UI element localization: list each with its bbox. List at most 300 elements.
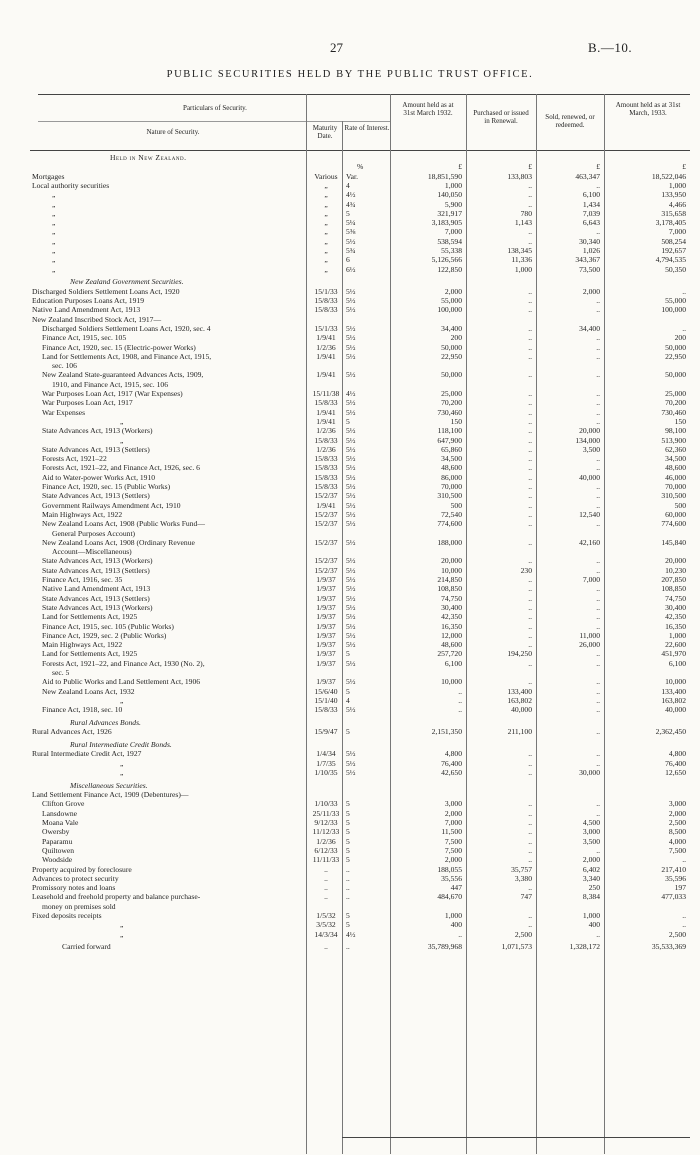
cell-a2: 200 xyxy=(674,333,686,343)
cell-a1: 35,556 xyxy=(441,873,462,883)
cell-a2: 315,658 xyxy=(661,208,686,218)
cell-a2: 2,500 xyxy=(668,929,686,939)
cell-p: .. xyxy=(528,584,532,594)
cell-rate: 5⅜ xyxy=(346,227,356,237)
cell-rate: 5 xyxy=(346,686,350,696)
cell-rate: .. xyxy=(346,892,350,902)
cell-rate: 6½ xyxy=(346,264,356,274)
cell-a1: 7,000 xyxy=(444,227,462,237)
cell-mat: 15/6/40 xyxy=(314,686,338,696)
security-name: Finance Act, 1916, sec. 35 xyxy=(42,575,123,584)
security-name: Main Highways Act, 1922 xyxy=(42,640,123,650)
cell-a1: 188,000 xyxy=(437,537,462,547)
cell-a1: 7,500 xyxy=(444,836,462,846)
cell-p: .. xyxy=(528,621,532,631)
cell-p: 35,757 xyxy=(511,864,532,874)
cell-a1: 12,000 xyxy=(441,630,462,640)
header-particulars: Particulars of Security. xyxy=(183,104,247,112)
cell-a2: 4,000 xyxy=(668,836,686,846)
cell-s: .. xyxy=(596,584,600,594)
security-name: Finance Act, 1918, sec. 10 xyxy=(42,705,123,715)
security-name: Rural Advances Act, 1926 xyxy=(32,727,112,737)
cell-mat: .. xyxy=(324,873,328,883)
cell-rate: 6 xyxy=(346,255,350,265)
cell-s: 463,347 xyxy=(575,171,600,181)
cell-a1: 100,000 xyxy=(437,305,462,315)
cell-p: .. xyxy=(528,556,532,566)
cell-s: .. xyxy=(596,389,600,398)
security-name: sec. 5 xyxy=(52,668,70,677)
cell-mat: 1/9/37 xyxy=(316,649,336,659)
page-title: PUBLIC SECURITIES HELD BY THE PUBLIC TRUST OFFICE. xyxy=(166,69,534,80)
cell-p: .. xyxy=(528,602,532,612)
cell-p: .. xyxy=(528,416,532,426)
cell-a2: 2,500 xyxy=(668,818,686,827)
cell-s: 3,000 xyxy=(582,827,600,837)
cell-mat: 1/9/41 xyxy=(316,333,336,343)
cell-mat: 15/8/33 xyxy=(314,482,338,491)
security-name: „ xyxy=(120,695,124,705)
cell-a1: 86,000 xyxy=(441,472,462,482)
security-name: Discharged Soldiers Settlement Loans Act, 1920 xyxy=(32,286,180,296)
cell-s: .. xyxy=(596,677,600,687)
cell-s: 134,000 xyxy=(575,435,600,445)
cell-rate: 4½ xyxy=(346,190,356,200)
cell-a2: 150 xyxy=(674,416,686,426)
cell-mat: 1/10/35 xyxy=(314,768,338,777)
security-name: Advances to protect security xyxy=(32,873,119,883)
cell-a2: 217,410 xyxy=(661,864,686,874)
cell-mat: 15/8/33 xyxy=(314,296,338,305)
cell-s: .. xyxy=(596,398,600,408)
cell-mat: 15/8/33 xyxy=(314,472,338,482)
cell-rate: 5 xyxy=(346,836,350,846)
cell-mat: 1/7/35 xyxy=(316,758,336,768)
cell-a2: 100,000 xyxy=(661,305,686,315)
cell-rate: 5½ xyxy=(346,305,356,315)
cell-a1: 48,600 xyxy=(441,640,462,650)
cell-p: .. xyxy=(528,190,532,200)
cell-mat: 1/2/36 xyxy=(316,836,336,846)
cell-p: 1,071,573 xyxy=(501,942,532,952)
cell-a1: 18,851,590 xyxy=(427,171,462,181)
security-name: „ xyxy=(52,218,56,228)
cell-a1: 11,500 xyxy=(441,827,462,837)
cell-mat: 15/2/37 xyxy=(314,509,338,519)
security-name: State Advances Act, 1913 (Workers) xyxy=(42,556,153,566)
cell-rate: 5½ xyxy=(346,509,356,519)
cell-a2: 774,600 xyxy=(661,519,686,529)
cell-p: .. xyxy=(528,799,532,809)
cell-s: .. xyxy=(596,482,600,491)
security-name: Owersby xyxy=(42,827,70,837)
security-name: Native Land Amendment Act, 1913 xyxy=(32,305,141,315)
cell-s: .. xyxy=(596,227,600,237)
cell-s: 34,400 xyxy=(579,323,600,333)
cell-a2: 62,360 xyxy=(665,444,686,454)
cell-a1: 34,500 xyxy=(441,454,462,464)
cell-a1: 7,000 xyxy=(444,818,462,827)
security-name: State Advances Act, 1913 (Settlers) xyxy=(42,491,150,501)
cell-rate: 5½ xyxy=(346,444,356,454)
cell-a1: 188,055 xyxy=(437,864,462,874)
cell-a2: 60,000 xyxy=(665,509,686,519)
cell-rate: 5½ xyxy=(346,426,356,436)
security-name: Native Land Amendment Act, 1913 xyxy=(42,584,151,594)
cell-a1: 10,000 xyxy=(441,677,462,687)
security-name: Aid to Water-power Works Act, 1910 xyxy=(42,472,156,482)
cell-mat: 15/8/33 xyxy=(314,305,338,315)
security-name: Fixed deposits receipts xyxy=(32,911,102,920)
security-name: Lansdowne xyxy=(42,808,78,818)
cell-rate: 5¼ xyxy=(346,218,356,228)
cell-rate: 5½ xyxy=(346,454,356,464)
cell-a2: 22,600 xyxy=(665,640,686,650)
cell-p: 780 xyxy=(520,208,532,218)
cell-a2: 55,000 xyxy=(665,296,686,305)
cell-mat: 15/2/37 xyxy=(314,491,338,501)
currency-unit: £ xyxy=(528,162,532,172)
security-name: Finance Act, 1915, sec. 105 (Public Works) xyxy=(42,621,174,631)
cell-p: .. xyxy=(528,342,532,352)
header-maturity: Maturity Date. xyxy=(312,124,338,140)
cell-p: .. xyxy=(528,333,532,343)
cell-a1: 70,200 xyxy=(441,398,462,408)
cell-p: .. xyxy=(528,855,532,865)
cell-a2: 10,230 xyxy=(665,565,686,575)
cell-a2: .. xyxy=(682,323,686,333)
cell-rate: 5½ xyxy=(346,482,356,491)
subsection-heading: New Zealand Government Securities. xyxy=(70,277,184,287)
security-name: New Zealand Loans Act, 1908 (Ordinary Revenue xyxy=(42,537,195,547)
security-name: Finance Act, 1929, sec. 2 (Public Works) xyxy=(42,630,167,640)
cell-mat: 15/8/33 xyxy=(314,435,338,445)
cell-mat: 1/5/32 xyxy=(316,911,336,920)
cell-rate: 5½ xyxy=(346,705,356,715)
cell-a1: 50,000 xyxy=(441,342,462,352)
cell-s: 40,000 xyxy=(579,472,600,482)
cell-p: .. xyxy=(528,454,532,464)
cell-a2: 46,000 xyxy=(665,472,686,482)
security-name: „ xyxy=(52,236,56,246)
cell-s: 7,000 xyxy=(582,575,600,584)
cell-s: .. xyxy=(596,296,600,305)
cell-p: .. xyxy=(528,323,532,333)
cell-a2: 22,950 xyxy=(665,351,686,361)
cell-a1: 5,126,566 xyxy=(431,255,462,265)
cell-a2: 1,000 xyxy=(668,180,686,190)
security-name: Moana Vale xyxy=(42,818,79,827)
cell-a1: 1,000 xyxy=(444,180,462,190)
cell-a1: 647,900 xyxy=(437,435,462,445)
cell-a1: .. xyxy=(458,695,462,705)
cell-a2: 40,000 xyxy=(665,705,686,715)
cell-s: 12,540 xyxy=(579,509,600,519)
cell-a2: 2,362,450 xyxy=(655,727,686,737)
header-rate: Rate of Interest. xyxy=(344,124,390,132)
cell-p: .. xyxy=(528,444,532,454)
cell-a2: 1,000 xyxy=(668,630,686,640)
cell-s: .. xyxy=(596,727,600,737)
security-name: New Zealand Inscribed Stock Act, 1917— xyxy=(32,314,162,324)
cell-rate: 4 xyxy=(346,695,350,705)
cell-a1: 774,600 xyxy=(437,519,462,529)
cell-a2: 50,000 xyxy=(665,342,686,352)
cell-rate: 4¾ xyxy=(346,199,356,209)
currency-unit: £ xyxy=(458,162,462,172)
cell-s: .. xyxy=(596,416,600,426)
cell-s: .. xyxy=(596,658,600,668)
cell-a2: 98,100 xyxy=(665,426,686,436)
cell-mat: „ xyxy=(324,227,328,237)
cell-p: .. xyxy=(528,296,532,305)
cell-a1: 20,000 xyxy=(441,556,462,566)
cell-mat: „ xyxy=(324,190,328,200)
cell-p: .. xyxy=(528,575,532,584)
cell-p: .. xyxy=(528,389,532,398)
cell-a2: 4,800 xyxy=(668,749,686,759)
cell-mat: 11/11/33 xyxy=(312,855,340,865)
cell-s: 3,500 xyxy=(582,836,600,846)
security-name: Rural Intermediate Credit Act, 1927 xyxy=(32,749,142,759)
cell-mat: 15/1/33 xyxy=(314,286,338,296)
cell-s: 250 xyxy=(588,883,600,893)
security-name: General Purposes Account) xyxy=(52,528,136,538)
cell-s: .. xyxy=(596,593,600,603)
cell-p: .. xyxy=(528,426,532,436)
cell-rate: 5 xyxy=(346,208,350,218)
cell-mat: 1/9/41 xyxy=(316,407,336,417)
cell-p: 40,000 xyxy=(511,705,532,715)
cell-a2: 70,000 xyxy=(665,482,686,491)
cell-s: .. xyxy=(596,649,600,659)
cell-rate: 5 xyxy=(346,827,350,837)
cell-p: .. xyxy=(528,482,532,491)
cell-a1: 55,000 xyxy=(441,296,462,305)
cell-a2: 508,254 xyxy=(661,236,686,246)
cell-mat: 1/4/34 xyxy=(316,749,336,759)
cell-a2: 2,000 xyxy=(668,808,686,818)
security-name: „ xyxy=(52,227,56,237)
cell-p: .. xyxy=(528,827,532,837)
cell-a1: 3,183,905 xyxy=(431,218,462,228)
cell-a2: .. xyxy=(682,911,686,920)
cell-a1: 6,100 xyxy=(444,658,462,668)
cell-rate: 5½ xyxy=(346,351,356,361)
cell-a1: 1,000 xyxy=(444,911,462,920)
cell-p: .. xyxy=(528,808,532,818)
security-name: Woodside xyxy=(42,855,73,865)
cell-rate: 5 xyxy=(346,920,350,930)
cell-a1: 118,100 xyxy=(437,426,462,436)
cell-p: .. xyxy=(528,199,532,209)
cell-a1: 30,400 xyxy=(441,602,462,612)
cell-p: .. xyxy=(528,768,532,777)
cell-s: 1,328,172 xyxy=(569,942,600,952)
cell-a2: 163,802 xyxy=(661,695,686,705)
cell-a1: 16,350 xyxy=(441,621,462,631)
security-name: Finance Act, 1920, sec. 15 (Public Works) xyxy=(42,482,171,491)
cell-a1: 2,000 xyxy=(444,855,462,865)
security-name: Land for Settlements Act, 1925 xyxy=(42,649,138,659)
cell-rate: 5½ xyxy=(346,556,356,566)
cell-a2: 3,178,405 xyxy=(655,218,686,228)
cell-rate: 5½ xyxy=(346,749,356,759)
cell-s: .. xyxy=(596,454,600,464)
cell-a1: 76,400 xyxy=(441,758,462,768)
cell-s: 26,000 xyxy=(579,640,600,650)
cell-s: .. xyxy=(596,500,600,510)
cell-a2: 12,650 xyxy=(665,768,686,777)
cell-a1: 48,600 xyxy=(441,463,462,473)
cell-rate: 5½ xyxy=(346,677,356,687)
cell-a2: 48,600 xyxy=(665,463,686,473)
cell-mat: 15/9/47 xyxy=(314,727,338,737)
cell-a2: 6,100 xyxy=(668,658,686,668)
cell-mat: 15/8/33 xyxy=(314,398,338,408)
cell-p: .. xyxy=(528,836,532,846)
cell-p: .. xyxy=(528,236,532,246)
cell-s: 73,500 xyxy=(579,264,600,274)
cell-mat: 1/9/41 xyxy=(316,370,336,380)
cell-p: 1,143 xyxy=(514,218,532,228)
cell-p: 133,803 xyxy=(507,171,532,181)
cell-a1: 55,338 xyxy=(441,246,462,255)
cell-s: 6,100 xyxy=(582,190,600,200)
security-name: Mortgages xyxy=(32,171,65,181)
cell-a1: 3,000 xyxy=(444,799,462,809)
cell-a1: 35,789,968 xyxy=(427,942,462,952)
cell-p: 211,100 xyxy=(507,727,532,737)
currency-unit: % xyxy=(357,162,364,172)
cell-mat: 1/9/37 xyxy=(316,575,336,584)
subsection-heading: Rural Advances Bonds. xyxy=(70,718,141,727)
security-name: War Purposes Loan Act, 1917 (War Expenses) xyxy=(42,389,183,398)
cell-s: .. xyxy=(596,180,600,190)
cell-a1: 214,850 xyxy=(437,575,462,584)
cell-a1: 74,750 xyxy=(441,593,462,603)
cell-rate: 4 xyxy=(346,180,350,190)
security-name: „ xyxy=(120,920,124,930)
currency-unit: £ xyxy=(682,162,686,172)
cell-p: .. xyxy=(528,227,532,237)
cell-s: 6,643 xyxy=(582,218,600,228)
cell-p: .. xyxy=(528,640,532,650)
cell-mat: 15/8/33 xyxy=(314,454,338,464)
cell-rate: 5 xyxy=(346,727,350,737)
document-reference: B.—10. xyxy=(588,40,633,55)
security-name: State Advances Act, 1913 (Workers) xyxy=(42,602,153,612)
cell-mat: 15/2/37 xyxy=(314,537,338,547)
cell-p: .. xyxy=(528,407,532,417)
security-name: „ xyxy=(120,416,124,426)
cell-rate: 5½ xyxy=(346,342,356,352)
cell-p: 163,802 xyxy=(507,695,532,705)
security-name: Property acquired by foreclosure xyxy=(32,864,132,874)
cell-s: .. xyxy=(596,929,600,939)
cell-rate: 5 xyxy=(346,808,350,818)
cell-s: 7,039 xyxy=(582,208,600,218)
total-rule xyxy=(342,1137,690,1138)
security-name: Land for Settlements Act, 1925 xyxy=(42,612,138,622)
cell-a2: 108,850 xyxy=(661,584,686,594)
cell-p: 11,336 xyxy=(511,255,532,265)
cell-rate: 5 xyxy=(346,818,350,827)
security-name: Education Purposes Loans Act, 1919 xyxy=(32,296,144,305)
cell-rate: 5½ xyxy=(346,584,356,594)
cell-a2: 35,596 xyxy=(665,873,686,883)
cell-a1: 108,850 xyxy=(437,584,462,594)
cell-p: .. xyxy=(528,758,532,768)
cell-rate: 5½ xyxy=(346,296,356,305)
security-name: Discharged Soldiers Settlement Loans Act, 1920, sec. 4 xyxy=(42,323,211,333)
cell-rate: 4½ xyxy=(346,389,356,398)
cell-s: .. xyxy=(596,407,600,417)
cell-rate: 5½ xyxy=(346,472,356,482)
header-sold: Sold, renewed, or redeemed. xyxy=(545,113,595,129)
cell-a2: .. xyxy=(682,920,686,930)
cell-s: .. xyxy=(596,351,600,361)
cell-a2: .. xyxy=(682,286,686,296)
security-name: „ xyxy=(120,768,124,777)
cell-mat: 1/9/37 xyxy=(316,584,336,594)
cell-p: .. xyxy=(528,677,532,687)
section-heading: Held in New Zealand. xyxy=(110,153,187,162)
cell-rate: 5½ xyxy=(346,463,356,473)
cell-s: 1,434 xyxy=(582,199,600,209)
cell-p: 747 xyxy=(520,892,532,902)
cell-s: 20,000 xyxy=(579,426,600,436)
security-name: „ xyxy=(52,264,56,274)
cell-rate: 5 xyxy=(346,799,350,809)
cell-a2: 30,400 xyxy=(665,602,686,612)
cell-mat: 15/2/37 xyxy=(314,519,338,529)
cell-a2: 25,000 xyxy=(665,389,686,398)
cell-p: 194,250 xyxy=(507,649,532,659)
cell-a2: 192,657 xyxy=(661,246,686,255)
security-name: „ xyxy=(120,929,124,939)
cell-mat: 1/9/37 xyxy=(316,630,336,640)
security-name: New Zealand Loans Act, 1908 (Public Works Fund— xyxy=(42,519,205,529)
cell-a2: 18,522,046 xyxy=(651,171,686,181)
cell-p: .. xyxy=(528,463,532,473)
cell-a1: 310,500 xyxy=(437,491,462,501)
cell-p: 133,400 xyxy=(507,686,532,696)
cell-a2: 35,533,369 xyxy=(651,942,686,952)
cell-p: .. xyxy=(528,370,532,380)
cell-s: 3,340 xyxy=(582,873,600,883)
cell-s: .. xyxy=(596,799,600,809)
cell-a2: 10,000 xyxy=(665,677,686,687)
security-name: money on premises sold xyxy=(42,901,116,911)
cell-rate: .. xyxy=(346,873,350,883)
cell-p: .. xyxy=(528,398,532,408)
cell-mat: .. xyxy=(324,942,328,952)
cell-a1: 7,500 xyxy=(444,845,462,855)
cell-mat: 15/1/33 xyxy=(314,323,338,333)
cell-a1: .. xyxy=(458,686,462,696)
cell-rate: .. xyxy=(346,864,350,874)
cell-p: .. xyxy=(528,472,532,482)
cell-a1: 2,000 xyxy=(444,808,462,818)
cell-s: .. xyxy=(596,463,600,473)
cell-rate: 5½ xyxy=(346,519,356,529)
cell-a1: 2,151,350 xyxy=(431,727,462,737)
cell-mat: 15/8/33 xyxy=(314,705,338,715)
cell-a1: 72,540 xyxy=(441,509,462,519)
cell-a1: 200 xyxy=(450,333,462,343)
security-name: „ xyxy=(52,208,56,218)
